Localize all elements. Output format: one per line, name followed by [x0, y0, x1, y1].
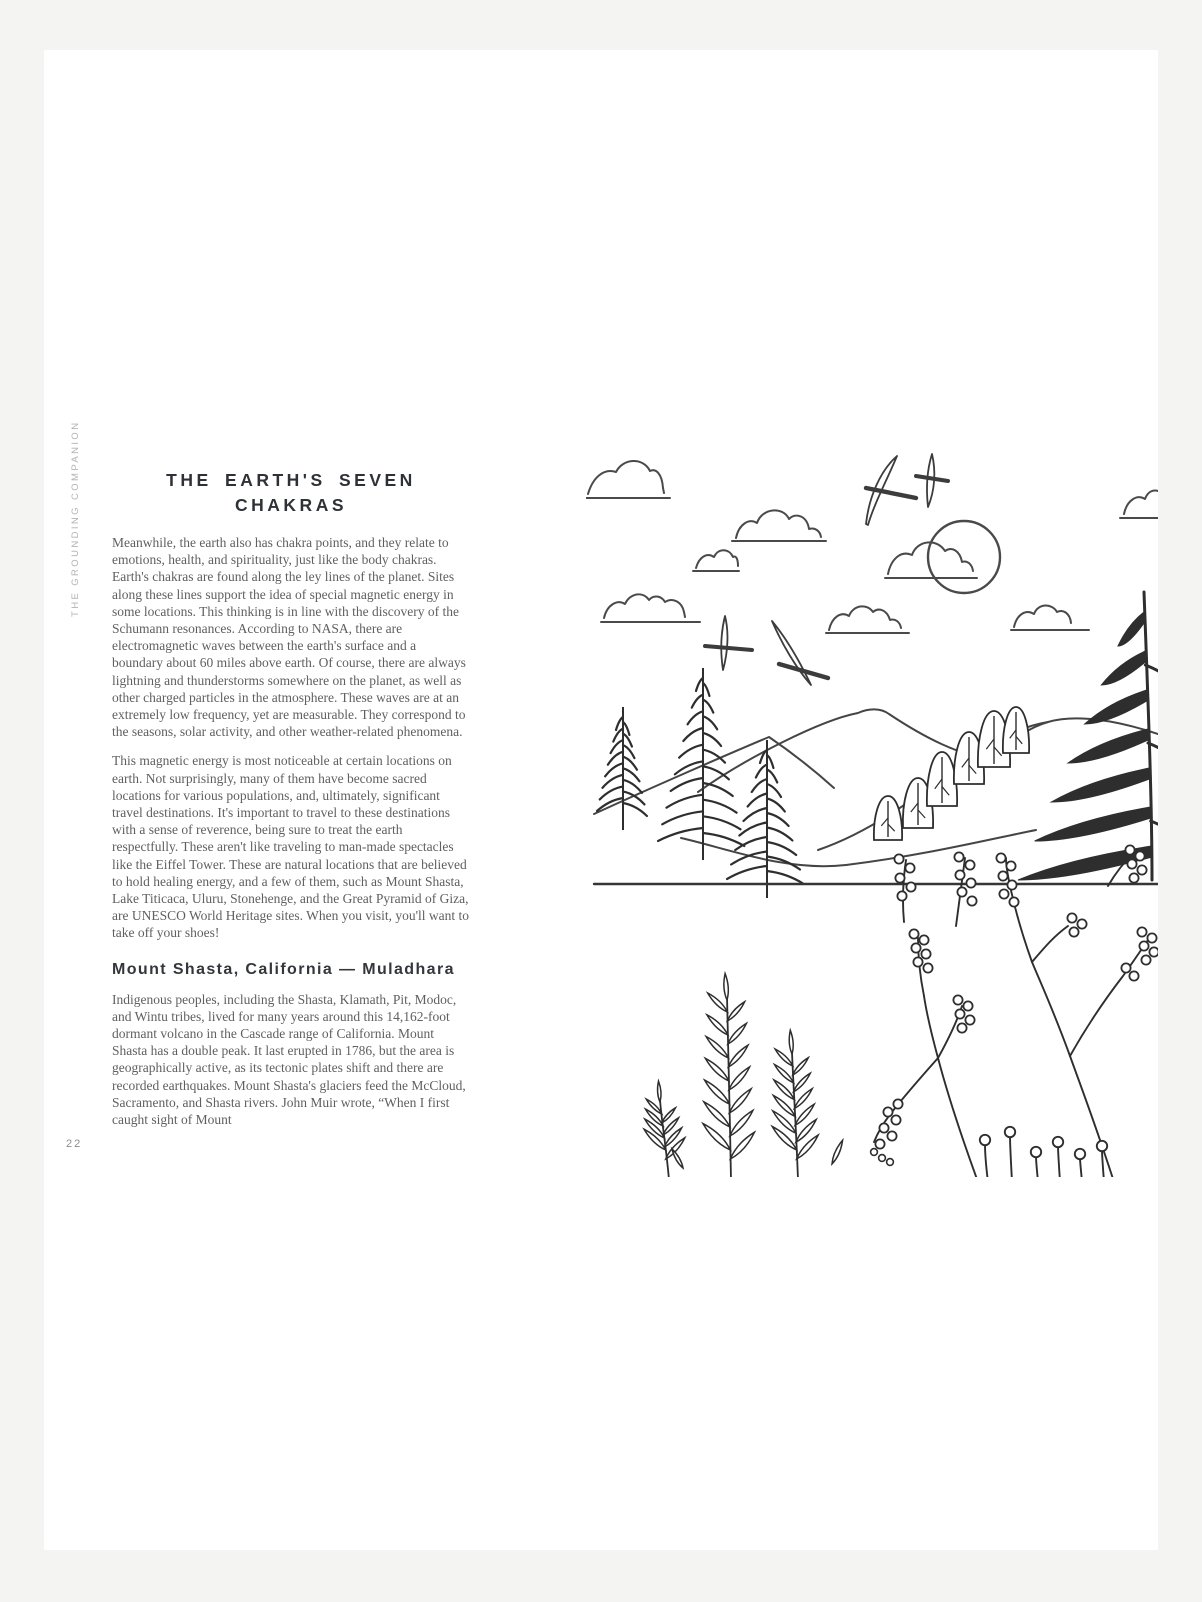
berry-icon: [887, 1131, 896, 1140]
valley-line: [681, 830, 1036, 866]
berry-icon: [923, 963, 932, 972]
bird-icon: [916, 454, 948, 507]
berry-icon: [909, 929, 918, 938]
bird-icon: [772, 621, 828, 685]
berry-icon: [965, 860, 974, 869]
book-page: [44, 50, 1158, 1550]
fern-frond-icon: [703, 974, 755, 1178]
berry-icon: [1006, 861, 1015, 870]
berry-icon: [1135, 851, 1144, 860]
berry-icon: [1067, 913, 1076, 922]
pine-tree-icon: [658, 668, 744, 860]
berry-icon: [891, 1115, 900, 1124]
berry-icon: [893, 1099, 902, 1108]
seed-head-icon: [1053, 1137, 1063, 1147]
berry-icon: [1069, 927, 1078, 936]
berry-icon: [871, 1149, 878, 1156]
berry-icon: [1137, 927, 1146, 936]
berry-icon: [887, 1159, 894, 1166]
cloud-icon: [826, 606, 909, 633]
landscape-illustration: [586, 440, 1158, 1177]
fern-fronds: [644, 974, 843, 1178]
clouds-and-sky: [586, 461, 1158, 633]
text-column: [112, 468, 470, 1140]
large-pine-tree-icon: [1018, 592, 1158, 880]
cloud-icon: [1011, 605, 1089, 630]
cloud-icon: [732, 510, 826, 541]
chapter-heading: THE EARTH'S SEVEN CHAKRAS: [166, 470, 416, 515]
berry-stem: [1080, 1158, 1082, 1177]
berry-icon: [913, 957, 922, 966]
berry-icon: [1137, 865, 1146, 874]
page-number: 22: [66, 1138, 83, 1150]
seed-head-icon: [1097, 1141, 1107, 1151]
berry-stem: [1006, 858, 1032, 962]
berry-icon: [965, 1015, 974, 1024]
berry-stem: [1010, 1136, 1012, 1177]
berry-icon: [1141, 955, 1150, 964]
berry-icon: [955, 870, 964, 879]
body-paragraph-2: This magnetic energy is most noticeable at certain locations on earth. Not surprisingly, many of them have become sacred locations for various populations, and, ultimately, significant travel destinations. It's important to travel to these destinations with a sense of reverence, being sure to treat the earth respectfully. These aren't like traveling to man-made spectacles like the Eiffel Tower. These are natural locations that are believed to hold healing energy, and a few of them, such as Mount Shasta, Lake Titicaca, Uluru, Stonehenge, and the Great Pyramid of Giza, are UNESCO World Heritage sites. When you visit, you'll want to take off your shoes!: [112, 753, 470, 941]
pine-tree-icon: [727, 740, 804, 898]
berry-icon: [963, 1001, 972, 1010]
seed-head-icon: [1005, 1127, 1015, 1137]
berry-icon: [1129, 873, 1138, 882]
berry-icon: [911, 943, 920, 952]
berry-icon: [1127, 859, 1136, 868]
berry-icon: [1125, 845, 1134, 854]
berry-icon: [999, 889, 1008, 898]
body-paragraph-1: Meanwhile, the earth also has chakra points, and they relate to emotions, health, and spirituality, just like the body chakras. Earth's chakras are found along the ley lines of the planet. Sites along these lines support the idea of special magnetic energy in some locations. This thinking is in line with the discovery of the Schumann resonances. According to NASA, there are electromagnetic waves between the earth's surface and a boundary about 60 miles above earth. Of course, there are always lightning and thunderstorms somewhere on the planet, as well as other charged particles in the atmosphere. These waves are at an extremely low frequency, yet are measurable. They correspond to the seasons, solar activity, and other weather-related phenomena.: [112, 535, 466, 740]
sidebar-vertical-title: THE GROUNDING COMPANION: [70, 420, 81, 617]
birds: [705, 454, 948, 685]
berry-icon: [1147, 933, 1156, 942]
berry-icon: [1007, 880, 1016, 889]
cloud-icon: [1120, 490, 1158, 518]
seed-head-icon: [1031, 1147, 1041, 1157]
cloud-icon: [693, 550, 739, 571]
berry-icon: [883, 1107, 892, 1116]
berry-icon: [1129, 971, 1138, 980]
berry-branches: [871, 845, 1158, 1177]
berry-icon: [921, 949, 930, 958]
section-subheading: Mount Shasta, California — Muladhara: [112, 960, 455, 978]
berry-icon: [953, 995, 962, 1004]
berry-icon: [957, 1023, 966, 1032]
berry-icon: [906, 882, 915, 891]
cloud-icon: [601, 594, 700, 622]
seed-head-icon: [1075, 1149, 1085, 1159]
berry-icon: [1149, 947, 1158, 956]
berry-icon: [967, 896, 976, 905]
berry-icon: [1139, 941, 1148, 950]
berry-icon: [996, 853, 1005, 862]
berry-icon: [955, 1009, 964, 1018]
sprout-leaf-icon: [832, 1140, 843, 1164]
berry-icon: [879, 1123, 888, 1132]
berry-stem: [1070, 940, 1148, 1056]
berry-icon: [1009, 897, 1018, 906]
berry-icon: [1121, 963, 1130, 972]
bird-icon: [705, 616, 752, 670]
berry-icon: [954, 852, 963, 861]
berry-icon: [966, 878, 975, 887]
berry-stem: [1032, 926, 1068, 962]
berry-stem: [1036, 1156, 1038, 1177]
hillside-shrubs: [874, 707, 1029, 840]
berry-icon: [897, 891, 906, 900]
berry-icon: [895, 873, 904, 882]
berry-icon: [919, 935, 928, 944]
berry-stem: [1058, 1146, 1060, 1177]
berry-icon: [879, 1155, 886, 1162]
bird-icon: [866, 456, 916, 525]
pine-tree-icon: [597, 707, 647, 830]
berry-stem: [985, 1144, 988, 1177]
berry-stem: [1032, 962, 1070, 1056]
body-paragraph-3: Indigenous peoples, including the Shasta, Klamath, Pit, Modoc, and Wintu tribes, lived for many years around this 14,162-foot dormant volcano in the Cascade range of California. Mount Shasta has a double peak. It last erupted in 1786, but the area is geographically active, as its tectonic plates shift and there are recorded earthquakes. Mount Shasta's glaciers feed the McCloud, Sacramento, and Shasta rivers. John Muir wrote, “When I first caught sight of Mount: [112, 991, 466, 1128]
berry-icon: [1077, 919, 1086, 928]
shrub-icon: [927, 752, 957, 806]
pine-trees: [597, 592, 1158, 898]
berry-icon: [894, 854, 903, 863]
fern-frond-icon: [772, 1030, 818, 1177]
berry-stem: [1102, 1150, 1104, 1177]
berry-icon: [875, 1139, 884, 1148]
seed-head-icon: [980, 1135, 990, 1145]
berry-icon: [957, 887, 966, 896]
sprout-leaf-icon: [672, 1149, 683, 1168]
cloud-icon: [586, 461, 670, 498]
berry-icon: [998, 871, 1007, 880]
berry-icon: [905, 863, 914, 872]
shrub-icon: [874, 796, 902, 840]
shrub-icon: [1003, 707, 1029, 753]
sun-icon: [928, 521, 1000, 593]
mountains: [594, 709, 1158, 866]
